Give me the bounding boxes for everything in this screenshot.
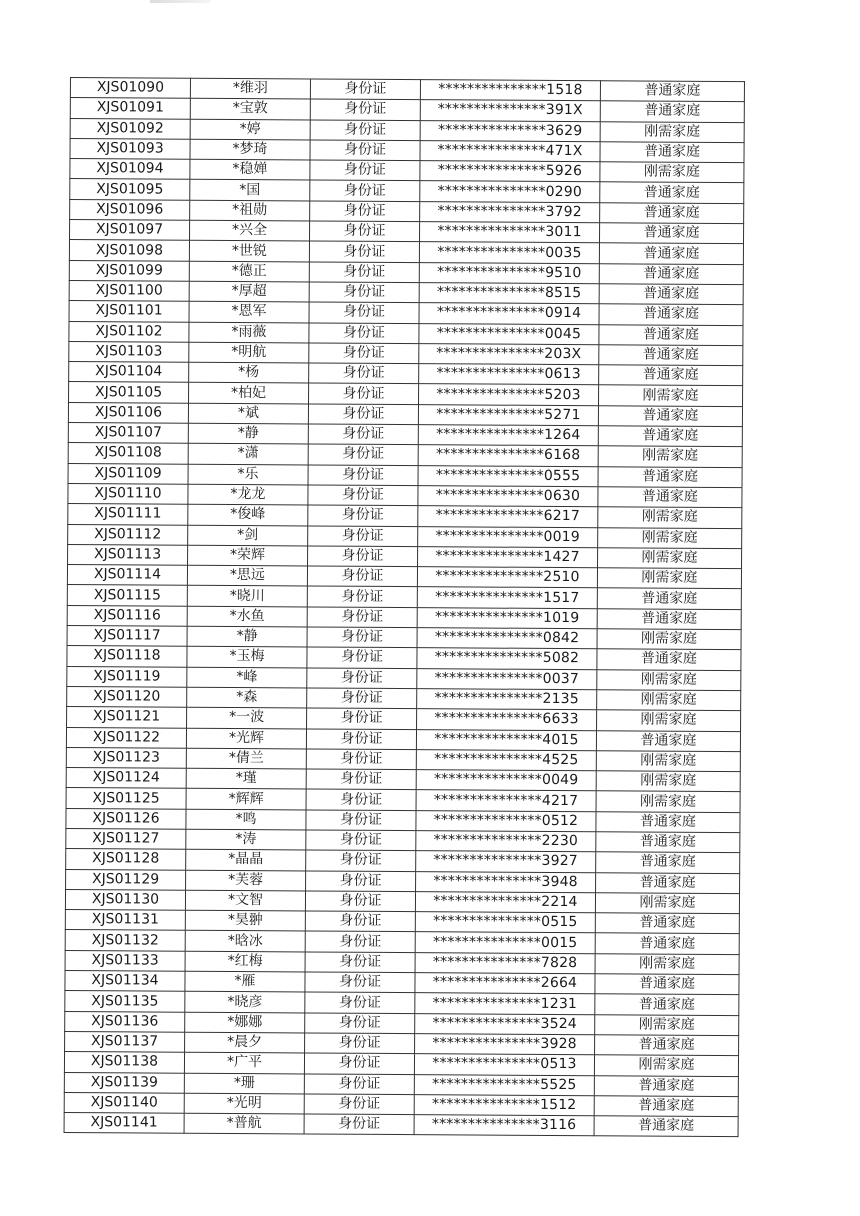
document-type-cell: 身份证 xyxy=(309,343,419,364)
applicant-id-cell: XJS01119 xyxy=(67,666,187,687)
document-type-cell: 身份证 xyxy=(304,1094,414,1115)
applicant-name-cell: *乐 xyxy=(188,464,308,485)
applicant-id-cell: XJS01112 xyxy=(68,524,188,545)
applicant-name-cell: *普航 xyxy=(184,1113,304,1134)
applicant-id-cell: XJS01141 xyxy=(64,1113,184,1134)
applicant-name-cell: *宝敦 xyxy=(190,99,310,120)
applicant-name-cell: *娜娜 xyxy=(185,1012,305,1033)
family-type-cell: 普通家庭 xyxy=(597,608,741,629)
family-type-cell: 普通家庭 xyxy=(597,588,741,609)
applicant-name-cell: *梦琦 xyxy=(190,139,310,160)
applicant-name-cell: *国 xyxy=(190,180,310,201)
document-type-cell: 身份证 xyxy=(310,160,420,181)
id-number-cell: ***************0513 xyxy=(414,1054,594,1075)
id-number-cell: ***************3792 xyxy=(420,201,600,222)
family-type-cell: 普通家庭 xyxy=(599,324,743,345)
applicant-name-cell: *珊 xyxy=(184,1073,304,1094)
document-type-cell: 身份证 xyxy=(304,1073,414,1094)
id-number-cell: ***************8515 xyxy=(419,283,599,304)
applicant-name-cell: *世锐 xyxy=(189,241,309,262)
document-type-cell: 身份证 xyxy=(310,120,420,141)
family-type-cell: 普通家庭 xyxy=(595,913,739,934)
applicant-name-cell: *一波 xyxy=(187,707,307,728)
id-number-cell: ***************0555 xyxy=(418,465,598,486)
applicant-name-cell: *柏妃 xyxy=(189,383,309,404)
document-type-cell: 身份证 xyxy=(308,404,418,425)
applicant-id-cell: XJS01091 xyxy=(70,98,190,119)
applicant-name-cell: *维羽 xyxy=(190,78,310,99)
applicant-id-cell: XJS01096 xyxy=(70,199,190,220)
applicant-name-cell: *倩兰 xyxy=(186,748,306,769)
family-type-cell: 刚需家庭 xyxy=(595,1014,739,1035)
id-number-cell: ***************0613 xyxy=(419,364,599,385)
applicant-name-cell: *雨薇 xyxy=(189,322,309,343)
applicant-id-cell: XJS01105 xyxy=(69,382,189,403)
family-type-cell: 普通家庭 xyxy=(596,811,740,832)
id-number-cell: ***************1019 xyxy=(417,607,597,628)
document-type-cell: 身份证 xyxy=(308,525,418,546)
applicant-name-cell: *明航 xyxy=(189,342,309,363)
applicant-id-cell: XJS01136 xyxy=(65,1011,185,1032)
applicant-name-cell: *雁 xyxy=(185,971,305,992)
family-type-cell: 普通家庭 xyxy=(594,1116,738,1137)
applicant-name-cell: *斌 xyxy=(188,403,308,424)
id-number-cell: ***************3011 xyxy=(419,222,599,243)
family-type-cell: 普通家庭 xyxy=(594,1096,738,1117)
family-type-cell: 普通家庭 xyxy=(599,304,743,325)
document-type-cell: 身份证 xyxy=(305,992,415,1013)
family-type-cell: 普通家庭 xyxy=(598,426,742,447)
id-number-cell: ***************0515 xyxy=(415,912,595,933)
id-number-cell: ***************3927 xyxy=(416,851,596,872)
family-type-cell: 普通家庭 xyxy=(599,345,743,366)
document-type-cell: 身份证 xyxy=(307,566,417,587)
applicant-name-cell: *文智 xyxy=(185,890,305,911)
family-type-cell: 普通家庭 xyxy=(598,487,742,508)
document-type-cell: 身份证 xyxy=(309,302,419,323)
applicant-name-cell: *兴全 xyxy=(190,220,310,241)
id-number-cell: ***************6633 xyxy=(417,709,597,730)
id-number-cell: ***************1518 xyxy=(420,80,600,101)
applicant-id-cell: XJS01137 xyxy=(65,1031,185,1052)
id-number-cell: ***************7828 xyxy=(415,952,595,973)
applicant-name-cell: *森 xyxy=(187,687,307,708)
applicant-id-cell: XJS01101 xyxy=(69,301,189,322)
applicant-name-cell: *厚超 xyxy=(189,281,309,302)
applicant-id-cell: XJS01106 xyxy=(68,402,188,423)
id-number-cell: ***************3948 xyxy=(416,871,596,892)
applicant-name-cell: *芙蓉 xyxy=(186,870,306,891)
applicant-name-cell: *红梅 xyxy=(185,951,305,972)
applicant-id-cell: XJS01140 xyxy=(64,1092,184,1113)
id-number-cell: ***************391X xyxy=(420,100,600,121)
applicant-id-cell: XJS01122 xyxy=(66,727,186,748)
document-type-cell: 身份证 xyxy=(307,708,417,729)
applicant-id-cell: XJS01135 xyxy=(65,991,185,1012)
applicant-id-cell: XJS01117 xyxy=(67,626,187,647)
family-type-cell: 刚需家庭 xyxy=(595,953,739,974)
family-type-cell: 刚需家庭 xyxy=(597,690,741,711)
document-type-cell: 身份证 xyxy=(310,140,420,161)
id-number-cell: ***************0914 xyxy=(419,303,599,324)
applicant-id-cell: XJS01116 xyxy=(67,605,187,626)
family-type-cell: 普通家庭 xyxy=(600,81,744,102)
document-type-cell: 身份证 xyxy=(304,1053,414,1074)
applicant-id-cell: XJS01126 xyxy=(66,808,186,829)
family-type-cell: 普通家庭 xyxy=(595,933,739,954)
applicant-id-cell: XJS01127 xyxy=(66,828,186,849)
id-number-cell: ***************6217 xyxy=(418,506,598,527)
id-number-cell: ***************1517 xyxy=(417,587,597,608)
id-number-cell: ***************1512 xyxy=(414,1094,594,1115)
id-number-cell: ***************1264 xyxy=(418,425,598,446)
applicant-id-cell: XJS01128 xyxy=(66,849,186,870)
document-type-cell: 身份证 xyxy=(309,383,419,404)
document-type-cell: 身份证 xyxy=(304,1114,414,1135)
id-number-cell: ***************2135 xyxy=(417,689,597,710)
applicant-id-cell: XJS01092 xyxy=(70,118,190,139)
applicant-name-cell: *静 xyxy=(187,626,307,647)
applicant-name-cell: *剑 xyxy=(188,525,308,546)
document-type-cell: 身份证 xyxy=(308,546,418,567)
applicant-name-cell: *水鱼 xyxy=(187,606,307,627)
document-type-cell: 身份证 xyxy=(305,972,415,993)
id-number-cell: ***************3116 xyxy=(414,1115,594,1136)
family-type-cell: 刚需家庭 xyxy=(600,162,744,183)
document-type-cell: 身份证 xyxy=(305,1013,415,1034)
document-type-cell: 身份证 xyxy=(306,728,416,749)
family-type-cell: 普通家庭 xyxy=(594,1075,738,1096)
applicant-name-cell: *峰 xyxy=(187,667,307,688)
applicant-id-cell: XJS01100 xyxy=(69,280,189,301)
family-type-cell: 刚需家庭 xyxy=(596,791,740,812)
family-type-cell: 普通家庭 xyxy=(600,182,744,203)
document-type-cell: 身份证 xyxy=(310,180,420,201)
applicant-name-cell: *静 xyxy=(188,423,308,444)
document-type-cell: 身份证 xyxy=(305,952,415,973)
document-type-cell: 身份证 xyxy=(307,668,417,689)
applicant-id-cell: XJS01098 xyxy=(69,240,189,261)
id-number-cell: ***************0019 xyxy=(418,526,598,547)
id-number-cell: ***************2230 xyxy=(416,831,596,852)
family-type-cell: 普通家庭 xyxy=(596,832,740,853)
applicant-name-cell: *龙龙 xyxy=(188,484,308,505)
id-number-cell: ***************0045 xyxy=(419,323,599,344)
family-type-cell: 刚需家庭 xyxy=(599,385,743,406)
family-type-cell: 刚需家庭 xyxy=(598,446,742,467)
document-type-cell: 身份证 xyxy=(305,891,415,912)
applicant-id-cell: XJS01120 xyxy=(67,686,187,707)
applicant-id-cell: XJS01107 xyxy=(68,423,188,444)
document-type-cell: 身份证 xyxy=(309,323,419,344)
applicant-id-cell: XJS01132 xyxy=(65,930,185,951)
id-number-cell: ***************5082 xyxy=(417,648,597,669)
applicant-id-cell: XJS01138 xyxy=(64,1052,184,1073)
applicant-table-wrapper xyxy=(64,77,744,1138)
id-number-cell: ***************4217 xyxy=(416,790,596,811)
applicant-id-cell: XJS01094 xyxy=(70,159,190,180)
applicant-name-cell: *光明 xyxy=(184,1093,304,1114)
family-type-cell: 刚需家庭 xyxy=(595,893,739,914)
family-type-cell: 刚需家庭 xyxy=(598,527,742,548)
applicant-id-cell: XJS01115 xyxy=(67,585,187,606)
applicant-id-cell: XJS01093 xyxy=(70,138,190,159)
id-number-cell: ***************0049 xyxy=(416,770,596,791)
id-number-cell: ***************2510 xyxy=(417,567,597,588)
applicant-id-cell: XJS01097 xyxy=(70,220,190,241)
family-type-cell: 普通家庭 xyxy=(600,203,744,224)
applicant-id-cell: XJS01099 xyxy=(69,260,189,281)
id-number-cell: ***************9510 xyxy=(419,262,599,283)
applicant-id-cell: XJS01121 xyxy=(67,707,187,728)
id-number-cell: ***************0290 xyxy=(420,181,600,202)
document-type-cell: 身份证 xyxy=(308,444,418,465)
id-number-cell: ***************5525 xyxy=(414,1074,594,1095)
applicant-name-cell: *晶晶 xyxy=(186,850,306,871)
applicant-name-cell: *晨夕 xyxy=(185,1032,305,1053)
applicant-id-cell: XJS01113 xyxy=(68,544,188,565)
id-number-cell: ***************0015 xyxy=(415,932,595,953)
applicant-name-cell: *杨 xyxy=(189,362,309,383)
family-type-cell: 刚需家庭 xyxy=(597,669,741,690)
document-type-cell: 身份证 xyxy=(309,363,419,384)
applicant-name-cell: *婷 xyxy=(190,119,310,140)
id-number-cell: ***************0842 xyxy=(417,628,597,649)
family-type-cell: 普通家庭 xyxy=(598,405,742,426)
applicant-id-cell: XJS01104 xyxy=(69,362,189,383)
scan-artifact xyxy=(150,0,210,3)
family-type-cell: 刚需家庭 xyxy=(598,507,742,528)
document-type-cell: 身份证 xyxy=(310,201,420,222)
id-number-cell: ***************3629 xyxy=(420,120,600,141)
document-type-cell: 身份证 xyxy=(308,505,418,526)
id-number-cell: ***************471X xyxy=(420,141,600,162)
document-type-cell: 身份证 xyxy=(306,749,416,770)
family-type-cell: 刚需家庭 xyxy=(596,771,740,792)
applicant-name-cell: *广平 xyxy=(184,1052,304,1073)
family-type-cell: 普通家庭 xyxy=(596,852,740,873)
family-type-cell: 普通家庭 xyxy=(599,365,743,386)
document-type-cell: 身份证 xyxy=(308,424,418,445)
family-type-cell: 普通家庭 xyxy=(599,284,743,305)
applicant-id-cell: XJS01131 xyxy=(65,910,185,931)
applicant-name-cell: *辉辉 xyxy=(186,789,306,810)
id-number-cell: ***************4525 xyxy=(416,749,596,770)
document-type-cell: 身份证 xyxy=(307,627,417,648)
family-type-cell: 普通家庭 xyxy=(600,101,744,122)
applicant-name-cell: *德正 xyxy=(189,261,309,282)
document-type-cell: 身份证 xyxy=(305,931,415,952)
document-type-cell: 身份证 xyxy=(306,789,416,810)
applicant-table-body xyxy=(64,78,744,1138)
family-type-cell: 普通家庭 xyxy=(596,872,740,893)
document-type-cell: 身份证 xyxy=(308,485,418,506)
applicant-id-cell: XJS01108 xyxy=(68,443,188,464)
document-type-cell: 身份证 xyxy=(309,262,419,283)
family-type-cell: 刚需家庭 xyxy=(600,121,744,142)
applicant-id-cell: XJS01090 xyxy=(70,78,190,99)
document-type-cell: 身份证 xyxy=(309,282,419,303)
applicant-name-cell: *稳婵 xyxy=(190,159,310,180)
applicant-id-cell: XJS01095 xyxy=(70,179,190,200)
applicant-name-cell: *昊翀 xyxy=(185,910,305,931)
id-number-cell: ***************0512 xyxy=(416,810,596,831)
applicant-name-cell: *潇 xyxy=(188,444,308,465)
document-type-cell: 身份证 xyxy=(307,586,417,607)
applicant-id-cell: XJS01114 xyxy=(67,565,187,586)
family-type-cell: 普通家庭 xyxy=(595,974,739,995)
id-number-cell: ***************2214 xyxy=(415,892,595,913)
applicant-id-cell: XJS01123 xyxy=(66,747,186,768)
family-type-cell: 刚需家庭 xyxy=(596,751,740,772)
applicant-name-cell: *祖勋 xyxy=(190,200,310,221)
document-type-cell: 身份证 xyxy=(310,221,420,242)
applicant-name-cell: *晓彦 xyxy=(185,992,305,1013)
applicant-name-cell: *恩军 xyxy=(189,301,309,322)
document-type-cell: 身份证 xyxy=(306,830,416,851)
family-type-cell: 普通家庭 xyxy=(595,1035,739,1056)
applicant-name-cell: *涛 xyxy=(186,829,306,850)
family-type-cell: 刚需家庭 xyxy=(597,568,741,589)
family-type-cell: 普通家庭 xyxy=(599,263,743,284)
document-type-cell: 身份证 xyxy=(306,850,416,871)
id-number-cell: ***************6168 xyxy=(418,445,598,466)
family-type-cell: 刚需家庭 xyxy=(597,710,741,731)
family-type-cell: 普通家庭 xyxy=(598,466,742,487)
document-type-cell: 身份证 xyxy=(310,99,420,120)
id-number-cell: ***************3928 xyxy=(415,1034,595,1055)
family-type-cell: 刚需家庭 xyxy=(597,629,741,650)
id-number-cell: ***************4015 xyxy=(416,729,596,750)
document-type-cell: 身份证 xyxy=(306,871,416,892)
id-number-cell: ***************203X xyxy=(419,343,599,364)
id-number-cell: ***************3524 xyxy=(415,1013,595,1034)
applicant-name-cell: *鸣 xyxy=(186,809,306,830)
applicant-name-cell: *俊峰 xyxy=(188,504,308,525)
applicant-id-cell: XJS01125 xyxy=(66,788,186,809)
applicant-id-cell: XJS01109 xyxy=(68,463,188,484)
family-type-cell: 普通家庭 xyxy=(596,730,740,751)
applicant-name-cell: *荣辉 xyxy=(188,545,308,566)
id-number-cell: ***************1231 xyxy=(415,993,595,1014)
applicant-id-cell: XJS01134 xyxy=(65,971,185,992)
document-type-cell: 身份证 xyxy=(307,688,417,709)
document-type-cell: 身份证 xyxy=(307,647,417,668)
applicant-id-cell: XJS01133 xyxy=(65,950,185,971)
applicant-id-cell: XJS01129 xyxy=(66,869,186,890)
table-row xyxy=(64,1113,738,1137)
document-type-cell: 身份证 xyxy=(308,465,418,486)
id-number-cell: ***************5926 xyxy=(420,161,600,182)
family-type-cell: 普通家庭 xyxy=(600,142,744,163)
document-type-cell: 身份证 xyxy=(305,911,415,932)
family-type-cell: 普通家庭 xyxy=(599,223,743,244)
id-number-cell: ***************1427 xyxy=(418,546,598,567)
applicant-name-cell: *思远 xyxy=(187,565,307,586)
applicant-name-cell: *晗冰 xyxy=(185,931,305,952)
id-number-cell: ***************5203 xyxy=(419,384,599,405)
document-type-cell: 身份证 xyxy=(306,810,416,831)
family-type-cell: 普通家庭 xyxy=(595,994,739,1015)
applicant-name-cell: *光辉 xyxy=(186,728,306,749)
id-number-cell: ***************0035 xyxy=(419,242,599,263)
document-type-cell: 身份证 xyxy=(306,769,416,790)
document-type-cell: 身份证 xyxy=(305,1033,415,1054)
applicant-name-cell: *瑾 xyxy=(186,768,306,789)
applicant-id-cell: XJS01118 xyxy=(67,646,187,667)
document-type-cell: 身份证 xyxy=(309,241,419,262)
applicant-id-cell: XJS01102 xyxy=(69,321,189,342)
applicant-id-cell: XJS01111 xyxy=(68,504,188,525)
id-number-cell: ***************5271 xyxy=(418,404,598,425)
applicant-name-cell: *晓川 xyxy=(187,586,307,607)
family-type-cell: 刚需家庭 xyxy=(594,1055,738,1076)
applicant-id-cell: XJS01139 xyxy=(64,1072,184,1093)
family-type-cell: 普通家庭 xyxy=(597,649,741,670)
applicant-id-cell: XJS01130 xyxy=(65,889,185,910)
applicant-name-cell: *玉梅 xyxy=(187,647,307,668)
applicant-id-cell: XJS01110 xyxy=(68,483,188,504)
family-type-cell: 普通家庭 xyxy=(599,243,743,264)
id-number-cell: ***************0630 xyxy=(418,486,598,507)
id-number-cell: ***************0037 xyxy=(417,668,597,689)
document-type-cell: 身份证 xyxy=(307,607,417,628)
document-type-cell: 身份证 xyxy=(310,79,420,100)
family-type-cell: 刚需家庭 xyxy=(598,548,742,569)
applicant-id-cell: XJS01124 xyxy=(66,768,186,789)
applicant-table xyxy=(64,77,745,1138)
applicant-id-cell: XJS01103 xyxy=(69,341,189,362)
id-number-cell: ***************2664 xyxy=(415,973,595,994)
